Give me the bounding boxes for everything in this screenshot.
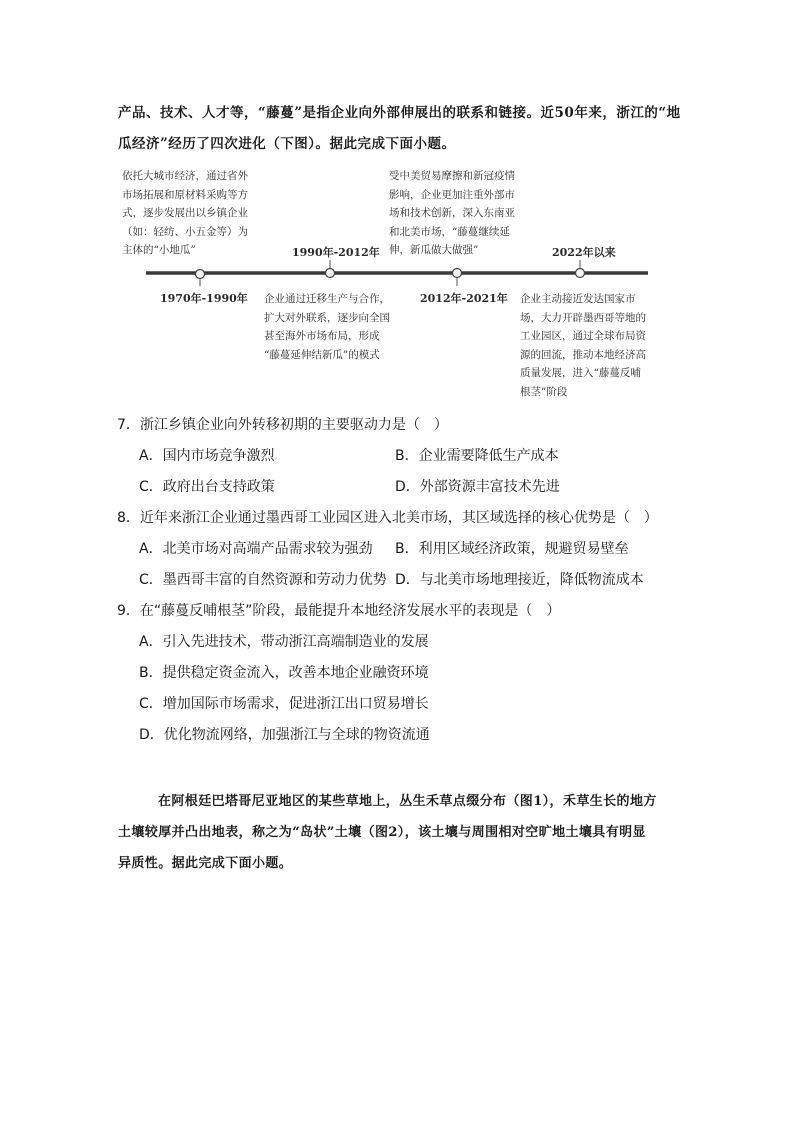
timeline-node-1990 — [326, 269, 335, 278]
intro-line-2: 瓜经济”经历了四次进化（下图）。据此完成下面小题。 — [118, 136, 456, 152]
option-b[interactable]: B．提供稳定资金流入，改善本地企业融资环境 — [139, 665, 429, 681]
timeline-date-2012: 2012年-2021年 — [420, 292, 508, 305]
timeline-node-1970 — [196, 270, 205, 279]
option-c[interactable]: C．墨西哥丰富的自然资源和劳动力优势 — [139, 572, 387, 588]
question-7 — [117, 410, 697, 503]
timeline-node-2012 — [453, 269, 462, 278]
timeline-figure — [122, 168, 660, 400]
timeline-text-1990: 企业通过迁移生产与合作， 扩大对外联系，逐步向全国 甚至海外市场布局，形成 “藤蔓延伸结新瓜”的模式 — [264, 293, 390, 361]
question-stem: 7．浙江乡镇企业向外转移初期的主要驱动力是（ ） — [117, 417, 448, 433]
question-list — [117, 410, 697, 751]
passage-paragraph — [118, 786, 688, 879]
question-9 — [117, 596, 697, 751]
question-stem: 9．在“藤蔓反哺根茎”阶段，最能提升本地经济发展水平的表现是（ ） — [117, 603, 561, 619]
intro-paragraph — [118, 98, 686, 160]
question-8 — [117, 503, 697, 596]
option-a[interactable]: A．国内市场竞争激烈 — [139, 448, 275, 464]
option-d[interactable]: D．外部资源丰富技术先进 — [395, 479, 560, 495]
timeline-text-2012: 受中美贸易摩擦和新冠疫情 影响，企业更加注重外部市 场和技术创新，深入东南亚 和北美市场，“藤蔓继续延 伸，新瓜做大做强” — [389, 170, 515, 256]
timeline-date-1970: 1970年-1990年 — [160, 292, 248, 305]
option-a[interactable]: A．引入先进技术，带动浙江高端制造业的发展 — [139, 634, 429, 650]
option-b[interactable]: B．企业需要降低生产成本 — [395, 448, 559, 464]
option-c[interactable]: C．增加国际市场需求，促进浙江出口贸易增长 — [139, 696, 429, 712]
option-d[interactable]: D．优化物流网络，加强浙江与全球的物资流通 — [139, 727, 430, 743]
option-a[interactable]: A．北美市场对高端产品需求较为强劲 — [139, 541, 373, 557]
intro-line-1: 产品、技术、人才等，“藤蔓”是指企业向外部伸展出的联系和链接。近50年来，浙江的“地 — [118, 105, 681, 121]
timeline-date-1990: 1990年-2012年 — [292, 246, 380, 259]
option-d[interactable]: D．与北美市场地理接近，降低物流成本 — [395, 572, 644, 588]
passage-line-2: 土壤较厚并凸出地表，称之为“岛状”土壤（图2），该土壤与周围相对空旷地土壤具有明显 — [118, 825, 646, 840]
timeline-text-2022: 企业主动接近发达国家市 场，大力开辟墨西哥等地的 工业园区，通过全球布局资 源的回流，推动本地经济高 质量发展，进入“藤蔓反哺 根茎”阶段 — [520, 293, 646, 398]
passage-line-3: 异质性。据此完成下面小题。 — [118, 856, 293, 871]
timeline-text-1970: 依托大城市经济，通过省外 市场拓展和原材料采购等方 式，逐步发展出以乡镇企业 （如：轻纺、小五金等）为 主体的“小地瓜” — [122, 170, 248, 256]
timeline-date-2022: 2022年以来 — [552, 246, 616, 259]
passage-line-1: 在阿根廷巴塔哥尼亚地区的某些草地上，丛生禾草点缀分布（图1），禾草生长的地方 — [158, 794, 657, 809]
timeline-node-2022 — [576, 269, 585, 278]
question-stem: 8．近年来浙江企业通过墨西哥工业园区进入北美市场，其区域选择的核心优势是（ ） — [117, 510, 658, 526]
option-b[interactable]: B．利用区域经济政策，规避贸易壁垒 — [395, 541, 629, 557]
option-c[interactable]: C．政府出台支持政策 — [139, 479, 275, 495]
